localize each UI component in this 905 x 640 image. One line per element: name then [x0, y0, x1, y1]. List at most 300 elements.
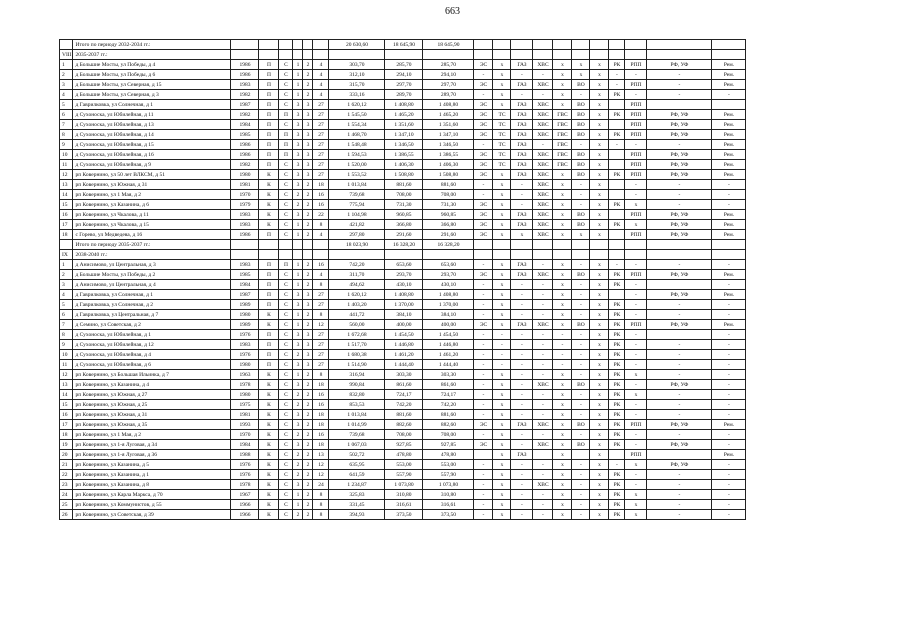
table-cell: 8 — [313, 490, 329, 500]
table-cell: 1985 — [231, 270, 259, 280]
table-cell: - — [572, 300, 590, 310]
table-cell: - — [647, 400, 712, 410]
table-cell: 1 — [293, 70, 303, 80]
table-cell: С — [279, 440, 293, 450]
table-cell: 294,10 — [385, 70, 423, 80]
table-cell: ХВС — [533, 170, 553, 180]
table-cell: ЭС — [474, 130, 493, 140]
empty-cell — [60, 240, 73, 250]
table-cell: 310,80 — [385, 490, 423, 500]
table-cell: П — [259, 280, 279, 290]
table-cell: - — [511, 460, 533, 470]
table-cell: ГВС — [553, 140, 572, 150]
table-cell: 16 — [313, 390, 329, 400]
table-cell: 1 013,84 — [329, 410, 385, 420]
empty-cell — [533, 240, 553, 250]
table-cell: - — [474, 350, 493, 360]
table-cell: - — [572, 400, 590, 410]
table-cell: 3 — [303, 110, 313, 120]
table-row — [60, 510, 746, 520]
table-cell: 1981 — [231, 410, 259, 420]
table-cell — [609, 450, 625, 460]
table-cell: х — [493, 200, 511, 210]
empty-cell — [625, 50, 647, 60]
table-cell: - — [511, 500, 533, 510]
table-row — [60, 470, 746, 480]
table-cell: ГАЗ — [511, 140, 533, 150]
table-cell: 2 — [303, 470, 313, 480]
empty-cell — [303, 250, 313, 260]
table-row — [60, 180, 746, 190]
table-cell: х — [511, 230, 533, 240]
table-cell: 3 — [293, 420, 303, 430]
table-cell: С — [279, 420, 293, 430]
table-cell: - — [647, 490, 712, 500]
table-cell: - — [533, 510, 553, 520]
table-cell: РПП — [625, 210, 647, 220]
address-cell: д Сухоноска, ул Юбилейная, д 16 — [73, 150, 231, 160]
table-cell — [647, 330, 712, 340]
empty-cell — [474, 50, 493, 60]
table-cell: ЭС — [474, 220, 493, 230]
table-cell: ВО — [572, 130, 590, 140]
table-cell: 8 — [313, 310, 329, 320]
table-cell: К — [259, 190, 279, 200]
address-cell: д Сухоноска, ул Юбилейная, д 13 — [73, 120, 231, 130]
table-cell: ГВС — [553, 110, 572, 120]
table-cell: ТС — [493, 160, 511, 170]
table-cell: 3 — [303, 130, 313, 140]
table-cell: - — [572, 410, 590, 420]
table-cell: 553,00 — [423, 460, 474, 470]
address-cell: д Сухоноска, ул Юбилейная, д 14 — [73, 130, 231, 140]
table-cell: - — [511, 380, 533, 390]
empty-cell — [231, 50, 259, 60]
table-cell: - — [572, 480, 590, 490]
table-cell: - — [572, 280, 590, 290]
table-cell — [609, 230, 625, 240]
table-cell: 1 680,38 — [329, 350, 385, 360]
table-cell: РФ, УФ — [647, 160, 712, 170]
row-number: 26 — [60, 510, 73, 520]
table-cell: ЭС — [474, 200, 493, 210]
address-cell: д Гаврилковка, ул Солнечная, д 2 — [73, 300, 231, 310]
table-cell: ВО — [572, 220, 590, 230]
table-cell: П — [259, 340, 279, 350]
table-cell: 3 — [293, 360, 303, 370]
table-cell: 1 067,03 — [329, 440, 385, 450]
table-cell: - — [511, 90, 533, 100]
table-cell: 1 351,60 — [385, 120, 423, 130]
empty-cell — [259, 240, 279, 250]
table-cell: РК — [609, 430, 625, 440]
table-cell: 27 — [313, 290, 329, 300]
table-cell: ГАЗ — [511, 120, 533, 130]
table-cell: 1 104,98 — [329, 210, 385, 220]
table-cell: 303,70 — [329, 60, 385, 70]
empty-cell — [259, 250, 279, 260]
table-row — [60, 160, 746, 170]
table-cell: 27 — [313, 300, 329, 310]
table-cell: 3 — [293, 110, 303, 120]
table-cell: С — [279, 190, 293, 200]
table-cell: 1982 — [231, 160, 259, 170]
table-cell: - — [609, 70, 625, 80]
empty-cell — [474, 40, 493, 50]
table-cell: Рем. — [712, 150, 746, 160]
table-cell: ХВС — [533, 190, 553, 200]
table-cell: 333,16 — [329, 90, 385, 100]
table-cell: - — [511, 300, 533, 310]
table-cell: 1 347,10 — [385, 130, 423, 140]
table-cell: - — [572, 370, 590, 380]
table-cell: 1 234,87 — [329, 480, 385, 490]
table-row — [60, 430, 746, 440]
table-cell: П — [259, 230, 279, 240]
table-cell: х — [590, 210, 609, 220]
table-cell: 1993 — [231, 420, 259, 430]
table-cell: ХВС — [533, 120, 553, 130]
table-cell: 1966 — [231, 500, 259, 510]
table-cell: ГАЗ — [511, 320, 533, 330]
table-cell: - — [712, 340, 746, 350]
table-cell: С — [279, 60, 293, 70]
table-row — [60, 380, 746, 390]
empty-cell — [647, 240, 712, 250]
table-cell: 1970 — [231, 430, 259, 440]
table-cell: ЭС — [474, 100, 493, 110]
empty-cell — [511, 240, 533, 250]
table-cell: 1 594,53 — [329, 150, 385, 160]
table-cell: ГВС — [553, 120, 572, 130]
table-cell: 316,94 — [329, 370, 385, 380]
table-cell: 1 014,99 — [329, 420, 385, 430]
table-cell: - — [625, 180, 647, 190]
table-cell: - — [533, 70, 553, 80]
row-number: 18 — [60, 430, 73, 440]
table-cell: С — [279, 210, 293, 220]
period-total-label: Итого по периоду 2035-2037 гг.: — [73, 240, 231, 250]
empty-cell — [279, 40, 293, 50]
table-cell: х — [553, 430, 572, 440]
table-cell: 3 — [303, 170, 313, 180]
table-cell: РПП — [625, 450, 647, 460]
table-cell: 2 — [303, 220, 313, 230]
table-cell — [609, 120, 625, 130]
table-cell: х — [553, 100, 572, 110]
housing-register-table — [59, 39, 746, 520]
table-cell: 4 — [313, 90, 329, 100]
table-cell: - — [553, 330, 572, 340]
table-cell: х — [553, 320, 572, 330]
table-cell: 557,90 — [423, 470, 474, 480]
empty-cell — [303, 240, 313, 250]
row-number: 16 — [60, 410, 73, 420]
table-cell: - — [474, 430, 493, 440]
table-cell — [609, 180, 625, 190]
table-cell: х — [553, 90, 572, 100]
table-cell: 27 — [313, 160, 329, 170]
table-cell: - — [647, 430, 712, 440]
table-cell: х — [553, 260, 572, 270]
empty-cell — [590, 40, 609, 50]
table-cell: 1 508,80 — [423, 170, 474, 180]
table-cell: П — [259, 330, 279, 340]
table-cell: - — [625, 430, 647, 440]
table-cell: С — [279, 160, 293, 170]
table-cell: 3 — [303, 360, 313, 370]
table-cell: - — [572, 330, 590, 340]
table-cell: 1980 — [231, 390, 259, 400]
table-cell: ЭС — [474, 150, 493, 160]
table-cell: ГВС — [553, 150, 572, 160]
table-row — [60, 360, 746, 370]
address-cell: рп Ковернино, ул Южная, д 25 — [73, 400, 231, 410]
table-cell: РФ, УФ — [647, 170, 712, 180]
table-cell: РФ, УФ — [647, 120, 712, 130]
table-row — [60, 300, 746, 310]
table-cell: 3 — [293, 480, 303, 490]
table-row — [60, 200, 746, 210]
empty-cell — [493, 240, 511, 250]
table-cell: - — [712, 260, 746, 270]
table-cell: ВО — [572, 160, 590, 170]
table-cell: х — [493, 180, 511, 190]
table-row — [60, 320, 746, 330]
empty-cell — [590, 50, 609, 60]
table-cell: 1966 — [231, 510, 259, 520]
table-cell: х — [590, 300, 609, 310]
table-cell: РПП — [625, 60, 647, 70]
table-cell: С — [279, 290, 293, 300]
table-cell: П — [259, 100, 279, 110]
table-cell: - — [712, 440, 746, 450]
table-cell: х — [553, 380, 572, 390]
address-cell: рп Ковернино, ул Большая Ильинка, д 7 — [73, 370, 231, 380]
table-cell: - — [572, 500, 590, 510]
table-cell: 3 — [303, 160, 313, 170]
row-number: 15 — [60, 400, 73, 410]
table-cell: 1 620,12 — [329, 290, 385, 300]
table-row — [60, 210, 746, 220]
table-cell: ЭС — [474, 60, 493, 70]
table-cell: 2 — [303, 310, 313, 320]
table-cell: П — [259, 160, 279, 170]
table-cell: РК — [609, 130, 625, 140]
address-cell: д Сухоноска, ул Юбилейная, д 6 — [73, 360, 231, 370]
table-cell: - — [474, 140, 493, 150]
table-cell: К — [259, 430, 279, 440]
table-cell: - — [572, 470, 590, 480]
row-number: 25 — [60, 500, 73, 510]
row-number: 21 — [60, 460, 73, 470]
row-number: 24 — [60, 490, 73, 500]
period-total-value: 18 645,90 — [423, 40, 474, 50]
table-cell: 1 — [293, 60, 303, 70]
table-cell: 1983 — [231, 220, 259, 230]
table-cell: П — [259, 140, 279, 150]
table-cell: 1 386,55 — [423, 150, 474, 160]
table-cell: х — [493, 410, 511, 420]
table-cell: 3 — [293, 330, 303, 340]
table-cell: 293,70 — [385, 270, 423, 280]
table-cell: 24 — [313, 480, 329, 490]
table-cell: - — [511, 340, 533, 350]
table-cell: К — [259, 380, 279, 390]
table-cell: 2 — [293, 430, 303, 440]
table-cell: С — [279, 380, 293, 390]
table-cell: х — [590, 490, 609, 500]
table-cell: ХВС — [533, 270, 553, 280]
table-cell: 8 — [313, 370, 329, 380]
table-cell: 27 — [313, 170, 329, 180]
table-cell: 1 444,40 — [385, 360, 423, 370]
table-cell: РК — [609, 60, 625, 70]
row-number: 6 — [60, 310, 73, 320]
address-cell: рп Ковернино, ул Казанина, д 4 — [73, 380, 231, 390]
table-cell: - — [647, 500, 712, 510]
table-cell: - — [609, 80, 625, 90]
table-cell: ВО — [572, 210, 590, 220]
table-cell: К — [259, 460, 279, 470]
table-cell: х — [493, 220, 511, 230]
table-cell: 1 454,50 — [423, 330, 474, 340]
table-cell: - — [533, 360, 553, 370]
table-cell: РК — [609, 340, 625, 350]
table-cell: ЭС — [474, 320, 493, 330]
table-cell: РК — [609, 410, 625, 420]
table-cell: - — [712, 410, 746, 420]
table-cell: 927,85 — [385, 440, 423, 450]
table-cell: С — [279, 270, 293, 280]
table-cell: - — [647, 410, 712, 420]
table-cell: К — [259, 200, 279, 210]
table-cell: С — [279, 180, 293, 190]
table-cell: х — [553, 480, 572, 490]
table-cell: х — [553, 470, 572, 480]
empty-cell — [590, 250, 609, 260]
address-cell: д Сухоноска, ул Юбилейная, д 15 — [73, 140, 231, 150]
period-total-value: 18 645,90 — [385, 40, 423, 50]
table-cell: - — [572, 310, 590, 320]
table-cell: К — [259, 390, 279, 400]
table-cell: 27 — [313, 140, 329, 150]
row-number: 2 — [60, 70, 73, 80]
table-cell: 739,68 — [329, 430, 385, 440]
table-cell: Рем. — [712, 120, 746, 130]
table-cell: 294,10 — [423, 70, 474, 80]
address-cell: рп Ковернино, ул Карла Маркса, д 70 — [73, 490, 231, 500]
table-cell: РПП — [625, 170, 647, 180]
empty-cell — [231, 40, 259, 50]
address-cell: д Анисимово, ул Центральная, д 3 — [73, 260, 231, 270]
table-cell: С — [279, 400, 293, 410]
table-cell: 478,80 — [423, 450, 474, 460]
table-cell: - — [511, 440, 533, 450]
table-cell: - — [572, 390, 590, 400]
row-number: 18 — [60, 230, 73, 240]
period-total-row — [60, 40, 746, 50]
table-cell: 861,60 — [385, 380, 423, 390]
table-cell: 2 — [303, 190, 313, 200]
table-cell: 1 446,80 — [385, 340, 423, 350]
table-cell: 18 — [313, 180, 329, 190]
table-cell: 1979 — [231, 200, 259, 210]
table-cell: - — [625, 70, 647, 80]
empty-cell — [474, 240, 493, 250]
table-cell: 1978 — [231, 480, 259, 490]
table-cell: - — [511, 390, 533, 400]
table-cell: ГАЗ — [511, 450, 533, 460]
table-cell: 1 073,80 — [385, 480, 423, 490]
row-number: 11 — [60, 360, 73, 370]
table-cell: 8 — [313, 220, 329, 230]
table-cell: 3 — [293, 120, 303, 130]
empty-cell — [313, 250, 329, 260]
empty-cell — [712, 240, 746, 250]
table-cell: РК — [609, 490, 625, 500]
table-cell: х — [493, 370, 511, 380]
row-number: 22 — [60, 470, 73, 480]
table-cell: - — [511, 190, 533, 200]
table-cell: - — [553, 350, 572, 360]
table-cell: х — [553, 210, 572, 220]
table-cell: 2 — [303, 320, 313, 330]
address-cell: д Большие Мосты, ул Победы, д 6 — [73, 70, 231, 80]
table-cell: - — [625, 400, 647, 410]
table-row — [60, 90, 746, 100]
table-cell: П — [279, 150, 293, 160]
table-cell: - — [511, 180, 533, 190]
table-cell: 1 514,90 — [329, 360, 385, 370]
table-cell: - — [511, 70, 533, 80]
table-cell — [609, 210, 625, 220]
table-cell: Рем. — [712, 270, 746, 280]
address-cell: рп Ковернино, ул 50 лет ВЛКСМ, д 51 — [73, 170, 231, 180]
table-cell: ГАЗ — [511, 220, 533, 230]
table-row — [60, 490, 746, 500]
table-cell: - — [647, 70, 712, 80]
table-cell: х — [590, 170, 609, 180]
table-cell: РК — [609, 170, 625, 180]
table-cell: ХВС — [533, 420, 553, 430]
table-cell: 1963 — [231, 370, 259, 380]
row-number: 20 — [60, 450, 73, 460]
table-cell: - — [533, 410, 553, 420]
table-cell: - — [572, 140, 590, 150]
table-cell: х — [590, 270, 609, 280]
table-cell: 441,72 — [329, 310, 385, 320]
table-cell: ВО — [572, 100, 590, 110]
table-cell: 2 — [303, 180, 313, 190]
period-total-value: 16 328,20 — [423, 240, 474, 250]
table-cell: 2 — [303, 260, 313, 270]
table-cell: С — [279, 230, 293, 240]
table-cell: 1967 — [231, 490, 259, 500]
table-cell: ХВС — [533, 80, 553, 90]
row-number: 16 — [60, 210, 73, 220]
table-cell: х — [590, 420, 609, 430]
empty-cell — [60, 40, 73, 50]
table-cell: х — [590, 500, 609, 510]
table-cell: - — [572, 340, 590, 350]
table-cell: - — [474, 460, 493, 470]
address-cell: рп Ковернино, ул Казанина, д 6 — [73, 200, 231, 210]
table-cell: 2 — [293, 400, 303, 410]
table-cell: 1 — [293, 90, 303, 100]
table-cell: П — [279, 130, 293, 140]
table-cell: 1 508,80 — [385, 170, 423, 180]
